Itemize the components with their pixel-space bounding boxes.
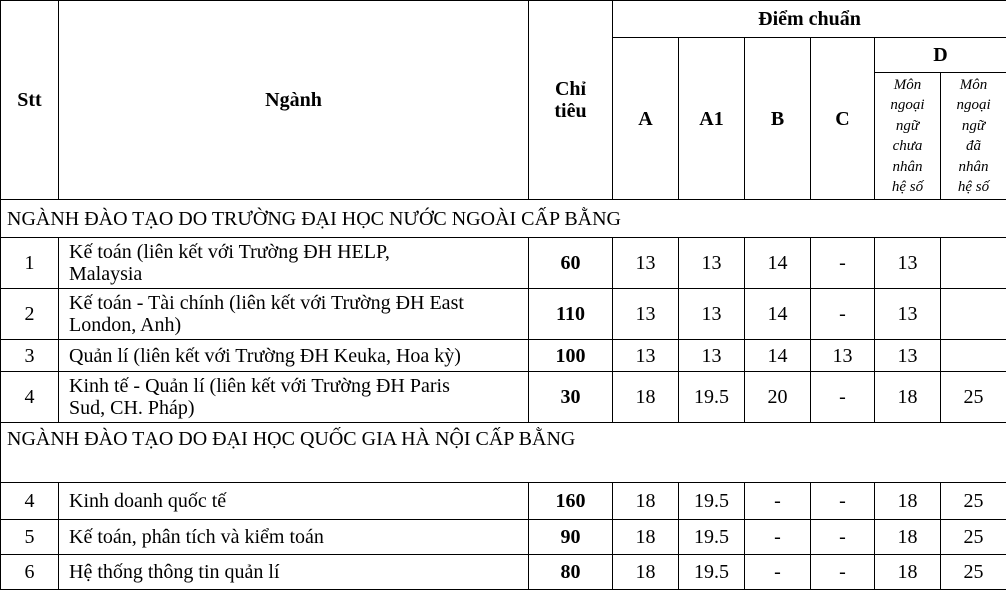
cell-c: 13 — [811, 340, 875, 372]
name-line: London, Anh) — [69, 314, 182, 336]
header-chi-tieu-line1: Chỉ — [554, 78, 587, 100]
cell-b: 14 — [745, 238, 811, 289]
table-row — [1, 483, 1006, 520]
d1-line: hệ số — [891, 179, 924, 195]
table-row — [1, 555, 1006, 590]
cell-c: - — [811, 555, 875, 590]
cell-name — [59, 238, 529, 289]
cell-name: Hệ thống thông tin quản lí — [59, 555, 529, 590]
table-row — [1, 340, 1006, 372]
header-stt: Stt — [1, 1, 59, 200]
cell-d1: 18 — [875, 483, 941, 520]
cell-a1: 19.5 — [679, 555, 745, 590]
cell-a1: 13 — [679, 238, 745, 289]
cell-a: 18 — [613, 372, 679, 423]
cell-b: - — [745, 555, 811, 590]
cell-quota: 110 — [529, 289, 613, 340]
cell-b: - — [745, 483, 811, 520]
cell-a: 13 — [613, 289, 679, 340]
cell-d1: 18 — [875, 555, 941, 590]
cell-a: 13 — [613, 238, 679, 289]
d1-line: Môn — [893, 76, 922, 93]
cell-a1: 13 — [679, 340, 745, 372]
cell-c: - — [811, 372, 875, 423]
cell-c: - — [811, 289, 875, 340]
cell-name — [59, 289, 529, 340]
cell-quota: 160 — [529, 483, 613, 520]
d2-line: đã — [966, 138, 982, 154]
d2-line: Môn — [959, 76, 988, 93]
d2-line: ngoại — [956, 97, 991, 113]
cell-c: - — [811, 520, 875, 555]
header-row-1 — [1, 1, 1006, 38]
cell-a: 18 — [613, 483, 679, 520]
cell-d1: 13 — [875, 340, 941, 372]
cell-c: - — [811, 483, 875, 520]
cell-d1: 18 — [875, 520, 941, 555]
header-chi-tieu — [529, 1, 613, 200]
cell-d2: 25 — [941, 372, 1006, 423]
section1-title: NGÀNH ĐÀO TẠO DO TRƯỜNG ĐẠI HỌC NƯỚC NGOÀI CẤP BẰNG — [1, 200, 1006, 238]
cell-a1: 19.5 — [679, 372, 745, 423]
d1-line: chưa — [892, 138, 923, 154]
cell-b: 14 — [745, 289, 811, 340]
cell-d1: 18 — [875, 372, 941, 423]
cell-d2: 25 — [941, 520, 1006, 555]
d1-line: ngoại — [890, 97, 925, 113]
table-row — [1, 289, 1006, 340]
cell-name: Quản lí (liên kết với Trường ĐH Keuka, Hoa kỳ) — [59, 340, 529, 372]
cell-a1: 13 — [679, 289, 745, 340]
d2-line: hệ số — [957, 179, 990, 195]
d2-line: nhân — [958, 158, 989, 175]
name-line: Kinh tế - Quản lí (liên kết với Trường ĐH Paris — [69, 375, 450, 397]
header-d-foreign-unweighted — [875, 73, 941, 200]
cell-a: 18 — [613, 555, 679, 590]
cell-stt: 3 — [1, 340, 59, 372]
cell-stt: 5 — [1, 520, 59, 555]
cell-a1: 19.5 — [679, 520, 745, 555]
table-row — [1, 238, 1006, 289]
header-b: B — [745, 38, 811, 200]
section2-title: NGÀNH ĐÀO TẠO DO ĐẠI HỌC QUỐC GIA HÀ NỘI CẤP BẰNG — [1, 423, 1006, 483]
cell-b: - — [745, 520, 811, 555]
cell-d2: 25 — [941, 483, 1006, 520]
header-c: C — [811, 38, 875, 200]
name-line: Sud, CH. Pháp) — [69, 397, 195, 419]
header-d: D — [875, 38, 1006, 73]
cell-name: Kinh doanh quốc tế — [59, 483, 529, 520]
name-line: Kế toán - Tài chính (liên kết với Trường ĐH East — [69, 292, 464, 314]
header-a1: A1 — [679, 38, 745, 200]
cell-quota: 100 — [529, 340, 613, 372]
cell-stt: 2 — [1, 289, 59, 340]
cell-stt: 4 — [1, 483, 59, 520]
cell-stt: 4 — [1, 372, 59, 423]
cell-d2: 25 — [941, 555, 1006, 590]
cell-quota: 80 — [529, 555, 613, 590]
d1-line: nhân — [892, 158, 923, 175]
header-diem-chuan: Điểm chuẩn — [613, 1, 1006, 38]
cell-b: 20 — [745, 372, 811, 423]
cell-d1: 13 — [875, 238, 941, 289]
name-line: Malaysia — [69, 263, 143, 285]
header-d-foreign-weighted — [941, 73, 1006, 200]
cell-a1: 19.5 — [679, 483, 745, 520]
cell-d2 — [941, 238, 1006, 289]
section-row — [1, 423, 1006, 483]
cell-quota: 60 — [529, 238, 613, 289]
d1-line: ngữ — [895, 117, 920, 134]
cell-a: 18 — [613, 520, 679, 555]
cell-a: 13 — [613, 340, 679, 372]
cell-d2 — [941, 289, 1006, 340]
header-nganh: Ngành — [59, 1, 529, 200]
cell-stt: 1 — [1, 238, 59, 289]
cell-stt: 6 — [1, 555, 59, 590]
cell-d1: 13 — [875, 289, 941, 340]
d2-line: ngữ — [961, 117, 986, 134]
cell-b: 14 — [745, 340, 811, 372]
header-a: A — [613, 38, 679, 200]
section-row — [1, 200, 1006, 238]
header-chi-tieu-line2: tiêu — [554, 100, 587, 122]
table-row — [1, 372, 1006, 423]
cell-name: Kế toán, phân tích và kiểm toán — [59, 520, 529, 555]
table-row — [1, 520, 1006, 555]
cell-d2 — [941, 340, 1006, 372]
name-line: Kế toán (liên kết với Trường ĐH HELP, — [69, 241, 390, 263]
cell-quota: 90 — [529, 520, 613, 555]
cell-quota: 30 — [529, 372, 613, 423]
cell-name — [59, 372, 529, 423]
cell-c: - — [811, 238, 875, 289]
